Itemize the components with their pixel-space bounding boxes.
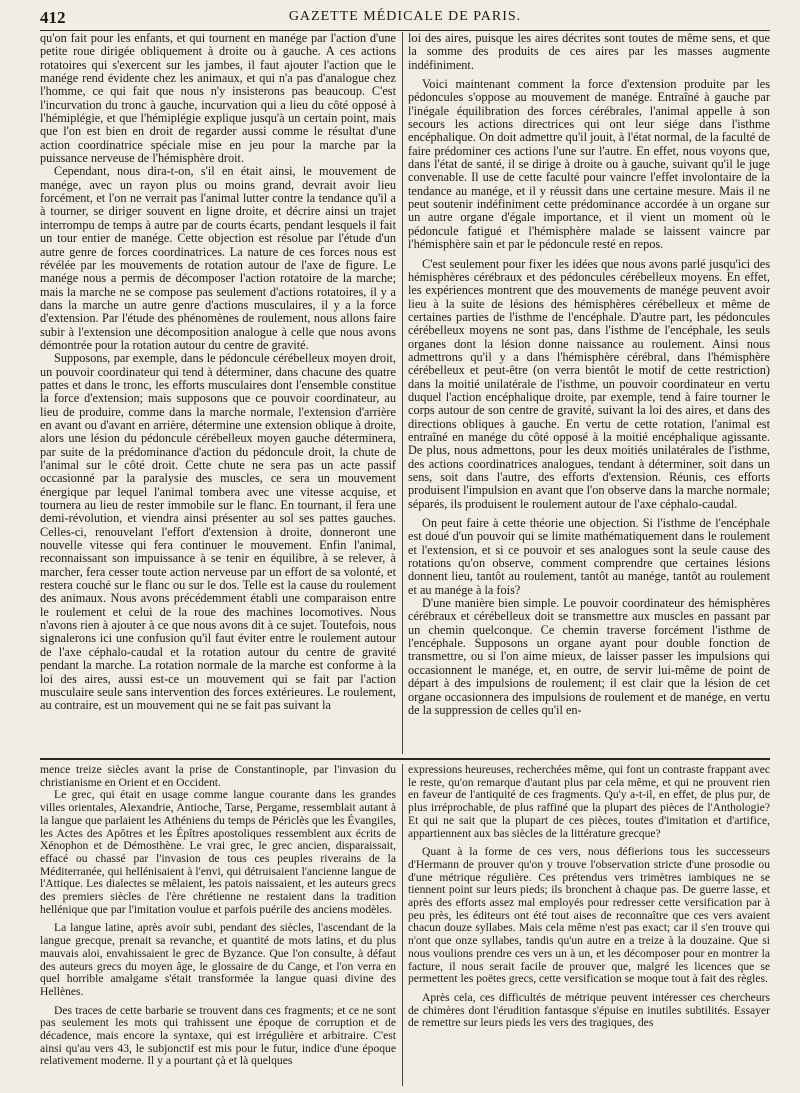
feuilleton-divider <box>40 758 770 760</box>
paragraph: mence treize siècles avant la prise de Constantinople, par l'invasion du christianisme en Orient et en Occident. <box>40 764 396 789</box>
paragraph: On peut faire à cette théorie une objection. Si l'isthme de l'encéphale est doué d'un pouvoir qui se limite mathématiquement dans le roulement et l'extension, et si ce pouvoir et ses analogues sont la seule cause des rotations qu'on observe, comment comprendre que certaines lésions donnent lieu, tantôt au roulement, tantôt au manége, tantôt au roulement et au manége à la fois? <box>408 516 770 597</box>
article-column-left <box>40 32 396 754</box>
paragraph: Le grec, qui était en usage comme langue courante dans les grandes villes orientales, Alexandrie, Antioche, Tarse, Pergame, ressemblait autant à la langue que parlaient les Athéniens du temps de Périclès que les Évangiles, les Actes des Apôtres et les Épîtres apostoliques ressemblent aux écrits de Xénophon et de Démosthène. Le vrai grec, le grec ancien, disparaissait, effacé ou chassé par l'invasion de tous ces peuples riverains de la Méditerranée, qui hellénisaient à l'envi, qui détruisaient l'ancienne langue de l'Attique. Les dialectes se mêlaient, les patois naissaient, et les auteurs grecs des premiers siècles de l'ère chrétienne ne restaient dans la tradition hellénique que par l'imitation voulue et parfois puérile des anciens modèles. <box>40 788 396 916</box>
article-column-right <box>408 32 770 754</box>
paragraph: loi des aires, puisque les aires décrites sont toutes de même sens, et que la somme des produits de ces aires par les masses augmente indéfiniment. <box>408 32 770 72</box>
column-divider <box>402 32 403 754</box>
paragraph: Voici maintenant comment la force d'extension produite par les pédoncules s'oppose au mouvement de manége. Entraîné à gauche par l'inégale équilibration des forces cérébrales, l'animal appelle à son secours les actions directrices qui ont leur siége dans l'isthme encéphalique. On doit admettre qu'il jouit, à l'état normal, de la faculté de faire prédominer ces actions l'une sur l'autre. En effet, nous voyons que, dans l'état de santé, il se dirige à droite ou à gauche, suivant qu'il le juge convenable. Il use de cette faculté pour vaincre l'effet involontaire de la tendance au manége, et il y réussit dans une certaine mesure. Mais il ne peut soutenir indéfiniment cette prédominance accordée à un organe sur un autre organe d'égale importance, et il vient un moment où le pédoncule fatigué et l'hémisphère malade se laissent vaincre par l'hémisphère sain et par le pédoncule resté en repos. <box>408 77 770 252</box>
column-divider <box>402 764 403 1086</box>
journal-title: GAZETTE MÉDICALE DE PARIS. <box>288 9 522 24</box>
feuilleton-column-left <box>40 764 396 1086</box>
paragraph: Quant à la forme de ces vers, nous défierions tous les successeurs d'Hermann de prouver qu'on y trouve l'observation stricte d'une prosodie ou d'une métrique régulière. Ces prétendus vers trimètres iambiques ne se tiennent point sur leurs pieds; ils bronchent à chaque pas. De guerre lasse, et après des efforts assez mal employés pour redresser cette versification par à peu près, les éditeurs ont été tout aises de reconnaître que ces vers avaient chacun douze syllabes. Mais cela même n'est pas exact; car il s'en trouve qui n'ont que onze syllabes, tandis qu'un autre en a treize à la douzaine. Que si nous voulions prendre ces vers un à un, et les décomposer pour en montrer la facture, il nous serait facile de prouver que, malgré les licences que se permettent les poëtes grecs, cette versification se moque tout à fait des règles. <box>408 845 770 986</box>
paragraph: D'une manière bien simple. Le pouvoir coordinateur des hémisphères cérébraux et cérébelleux doit se transmettre aux muscles en passant par un chemin quelconque. Ce chemin traverse forcément l'isthme de l'encéphale. Supposons un organe ayant pour double fonction de transmettre, ou si l'on aime mieux, de laisser passer les impulsions qui occasionnent le manége, et, en outre, de servir lui-même de point de départ à des impulsions de roulement; il est clair que la lésion de cet organe occasionnera des impulsions de roulement et de manége, en vertu de la suppression de celles qu'il en- <box>408 596 770 717</box>
paragraph: Cependant, nous dira-t-on, s'il en était ainsi, le mouvement de manége, avec un rayon plus ou moins grand, devrait avoir lieu forcément, et l'on ne verrait pas l'animal lutter contre la tendance qu'il a à tourner, se diriger souvent en ligne droite, et décrire ainsi un trajet interrompu de temps à autre par de courts écarts, pendant lesquels il fait un tour entier de manége. Cette objection est résolue par l'étude d'un autre genre de forces coordinatrices. La nature de ces forces nous est révélée par les mouvements de rotation autour de l'axe de figure. Le manége nous a permis de décomposer l'action rotatoire de la marche; mais la marche ne se compose pas seulement d'actions rotatoires, il y a dans la marche un autre genre d'actions musculaires, il y a la force d'extension. Par l'étude des phénomènes de roulement, nous allons faire subir à l'extension une décomposition analogue à celle que nous avons démontrée pour la rotation autour du centre de gravité. <box>40 164 396 352</box>
page-header <box>40 8 770 31</box>
paragraph: Supposons, par exemple, dans le pédoncule cérébelleux moyen droit, un pouvoir coordinateur qui tend à déterminer, dans chacune des quatre pattes et dans le tronc, les efforts musculaires dont l'ensemble constitue la force d'extension; mais supposons que ce pouvoir coordinateur, au lieu de produire, comme dans la marche normale, l'extension d'arrière en avant ou d'avant en arrière, détermine une extension oblique à droite, alors une lésion du pédoncule cérébelleux moyen gauche déterminera, par suite de la prédominance d'action du pédoncule droit, la chute de l'animal sur le côté droit. Cette chute ne sera pas un acte passif occasionné par la paralysie des muscles, ce sera un mouvement énergique par lequel l'animal tombera avec une vitesse acquise, et tournera au lieu de rester immobile sur le flanc. En tournant, il fera une demi-révolution, et viendra ainsi présenter au sol ses pattes gauches. Celles-ci, renouvelant l'effort d'extension à droite, donneront une nouvelle vitesse qui fera continuer le mouvement. Enfin l'animal, reconnaissant son impuissance à se tenir en équilibre, à se relever, à marcher, fera cesser toute action nerveuse par un effort de sa volonté, et restera couché sur le flanc ou sur le dos. Telle est la cause du roulement des animaux. Nous avons précédemment établi une comparaison entre le roulement et celui de la roue des machines locomotives. Nous n'avons rien à ajouter à ce que nous avons dit à ce sujet. Toutefois, nous signalerons ici une confusion qu'il faut éviter entre le roulement autour de l'axe céphalo-caudal et la rotation autour du centre de gravité pendant la marche. La rotation normale de la marche est conforme à la loi des aires, aussi est-ce un mouvement qui se fait par l'action musculaire seule sans intervention des forces extérieures. Le roulement, au contraire, est un mouvement qui ne se fait pas suivant la <box>40 351 396 713</box>
paragraph: qu'on fait pour les enfants, et qui tournent en manége par l'action d'une petite roue dirigée obliquement à droite ou à gauche. A ces actions rotatoires qui s'exercent sur les jambes, il faut ajouter l'action que le manége rend évidente chez les animaux, et qui n'a pas d'analogue chez l'homme, ce qui fait que nous n'y insisterons pas beaucoup. C'est l'incurvation du tronc à gauche, incurvation qui a lieu du côté opposé à l'hémiplégie, et que l'hémiplégie explique jusqu'à un certain point, mais que l'on est bien en droit de regarder aussi comme le résultat d'une action coordinatrice spéciale mise en jeu pour la marche par la puissance nerveuse de l'hémisphère droit. <box>40 32 396 166</box>
paragraph: La langue latine, après avoir subi, pendant des siècles, l'ascendant de la langue grecque, prenait sa revanche, et quantité de mots latins, et du plus mauvais aloi, envahissaient le grec de Byzance. Que l'on consulte, à défaut des auteurs grecs du moyen âge, le glossaire de du Cange, et l'on verra en quel horrible amalgame s'était transformée la langue quasi divine des Hellènes. <box>40 921 396 998</box>
feuilleton-column-right <box>408 764 770 1086</box>
paragraph: expressions heureuses, recherchées même, qui font un contraste frappant avec le reste, qu'on remarque d'autant plus par cela même, et qui ne prouvent rien en faveur de l'antiquité de ces fragments. Qu'y a-t-il, en effet, de plus pur, de plus irréprochable, de plus raffiné que la plupart des pièces de l'Anthologie? Et qui ne sait que la plupart de ces pièces, toutes d'imitation et d'artifice, appartiennent aux bas siècles de la littérature grecque? <box>408 764 770 840</box>
paragraph: C'est seulement pour fixer les idées que nous avons parlé jusqu'ici des hémisphères cérébraux et des pédoncules cérébelleux moyens. En effet, les expériences montrent que des mouvements de manége peuvent avoir lieu à la suite de lésions des hémisphères cérébelleux et même de certaines parties de l'isthme de l'encéphale. D'autre part, les pédoncules cérébelleux moyens ne sont pas, dans l'isthme de l'encéphale, les seuls organes dont la lésion donne naissance au roulement. Ainsi nous admettrons qu'il y a dans l'hémisphère cérébral, dans l'hémisphère cérébelleux et peut-être (on verra bientôt le motif de cette restriction) dans la moitié unilatérale de l'isthme, un pouvoir coordinateur en vertu duquel l'action encéphalique droite, par exemple, tend à faire tourner le corps autour de son centre de gravité, suivant la loi des aires, et dans des directions obliques à gauche. En vertu de cette rotation, l'animal est entraîné en manége du côté opposé à la moitié encéphalique agissante. De plus, nous admettons, pour les deux moitiés unilatérales de l'isthme, des actions coordinatrices analogues, tendant à déterminer, soit dans un sens, soit dans l'autre, des efforts d'extension. Réunis, ces efforts produisent l'impulsion en avant que l'on observe dans la marche normale; séparés, ils produisent le roulement autour de l'axe céphalo-caudal. <box>408 256 770 511</box>
page-number: 412 <box>40 8 66 27</box>
paragraph: Des traces de cette barbarie se trouvent dans ces fragments; et ce ne sont pas seulement les mots qui trahissent une époque de corruption et de décadence, mais encore la syntaxe, qui est irrégulière et arbitraire. C'est ainsi qu'au vers 43, le subjonctif est mis pour le futur, indice d'une époque relativement moderne. Il y a pourtant çà et là quelques <box>40 1003 396 1068</box>
paragraph: Après cela, ces difficultés de métrique peuvent intéresser ces chercheurs de chimères dont l'érudition fantasque s'épuise en inutiles subtilités. Essayer de remettre sur leurs pieds les vers des tragiques, des <box>408 990 770 1030</box>
